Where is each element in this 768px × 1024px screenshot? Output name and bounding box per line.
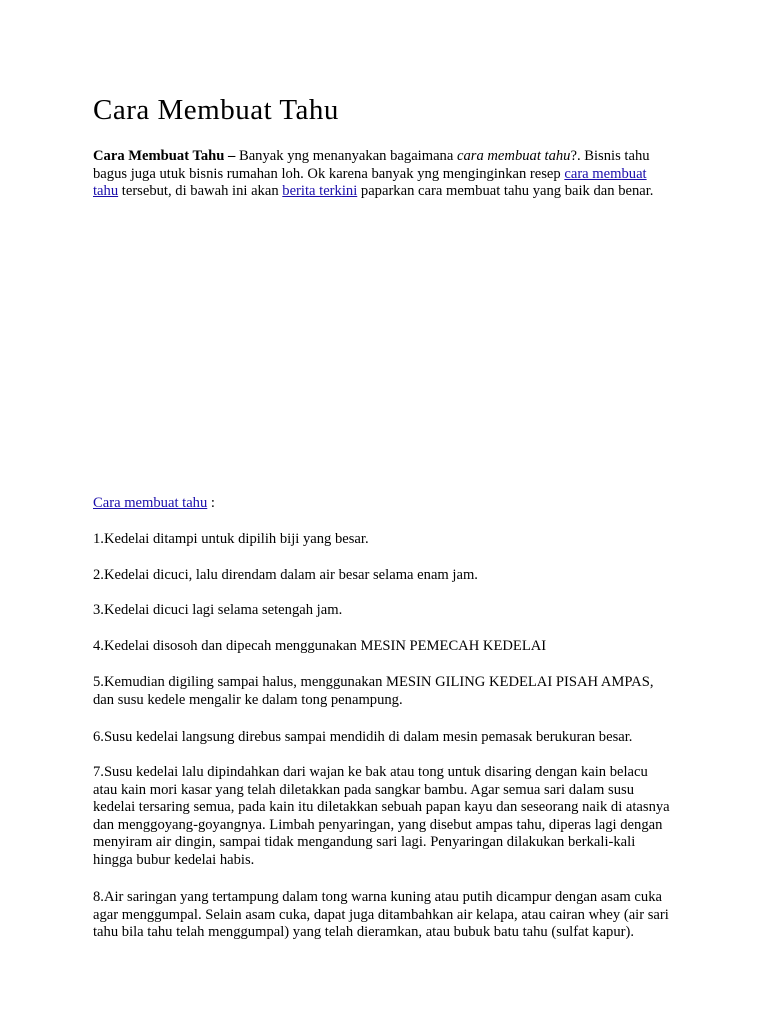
step-4: 4.Kedelai disosoh dan dipecah menggunakan MESIN PEMECAH KEDELAI [93, 638, 547, 654]
step-3: 3.Kedelai dicuci lagi selama setengah jam. [93, 602, 343, 618]
step-5: 5.Kemudian digiling sampai halus, menggunakan MESIN GILING KEDELAI PISAH AMPAS, dan susu kedele mengalir ke dalam tong penampung. [93, 674, 654, 708]
page-title: Cara Membuat Tahu [93, 94, 339, 126]
step-8: 8.Air saringan yang tertampung dalam tong warna kuning atau putih dicampur dengan asam cuka agar menggumpal. Selain asam cuka, dapat juga ditambahkan air kelapa, atau cairan whey (air sari tahu bila tahu telah menggumpal) yang telah dieramkan, atau bubuk batu tahu (sulfat kapur). [93, 889, 669, 941]
intro-bold-lead: Cara Membuat Tahu – [93, 148, 236, 164]
section-heading-suffix: : [207, 495, 215, 511]
intro-text-3: tersebut, di bawah ini akan [118, 183, 283, 200]
step-6: 6.Susu kedelai langsung direbus sampai mendidih di dalam mesin pemasak berukuran besar. [93, 729, 633, 745]
intro-italic-phrase: cara membuat tahu [456, 148, 571, 164]
step-2: 2.Kedelai dicuci, lalu direndam dalam air besar selama enam jam. [93, 567, 478, 583]
intro-text-4: paparkan cara membuat tahu yang baik dan benar. [357, 183, 654, 200]
link-cara-membuat-tahu-section[interactable]: Cara membuat tahu [93, 495, 208, 511]
section-heading [93, 495, 673, 513]
link-cara-membuat-tahu[interactable]: cara membuat tahu [93, 165, 647, 200]
intro-text-2: ?. Bisnis tahu bagus juga utuk bisnis rumahan loh. Ok karena banyak yng menginginkan resep [93, 148, 650, 182]
intro-text-1: Banyak yng menanyakan bagaimana [235, 148, 457, 164]
link-berita-terkini[interactable]: berita terkini [282, 183, 358, 200]
step-1: 1.Kedelai ditampi untuk dipilih biji yang besar. [93, 531, 369, 547]
step-7: 7.Susu kedelai lalu dipindahkan dari wajan ke bak atau tong untuk disaring dengan kain belacu atau kain mori kasar yang telah diletakkan pada sangkar bambu. Agar semua sari dalam susu kedelai tersaring semua, pada kain itu diletakkan sebuah papan kayu dan seseorang naik di atasnya dan menggoyang-goyangnya. Limbah penyaringan, yang disebut ampas tahu, diperas lagi dengan menyiram air dingin, sampai tidak mengandung sari lagi. Penyaringan dilakukan berkali-kali hingga bubur kedelai habis. [93, 764, 670, 868]
intro-paragraph [93, 148, 673, 201]
